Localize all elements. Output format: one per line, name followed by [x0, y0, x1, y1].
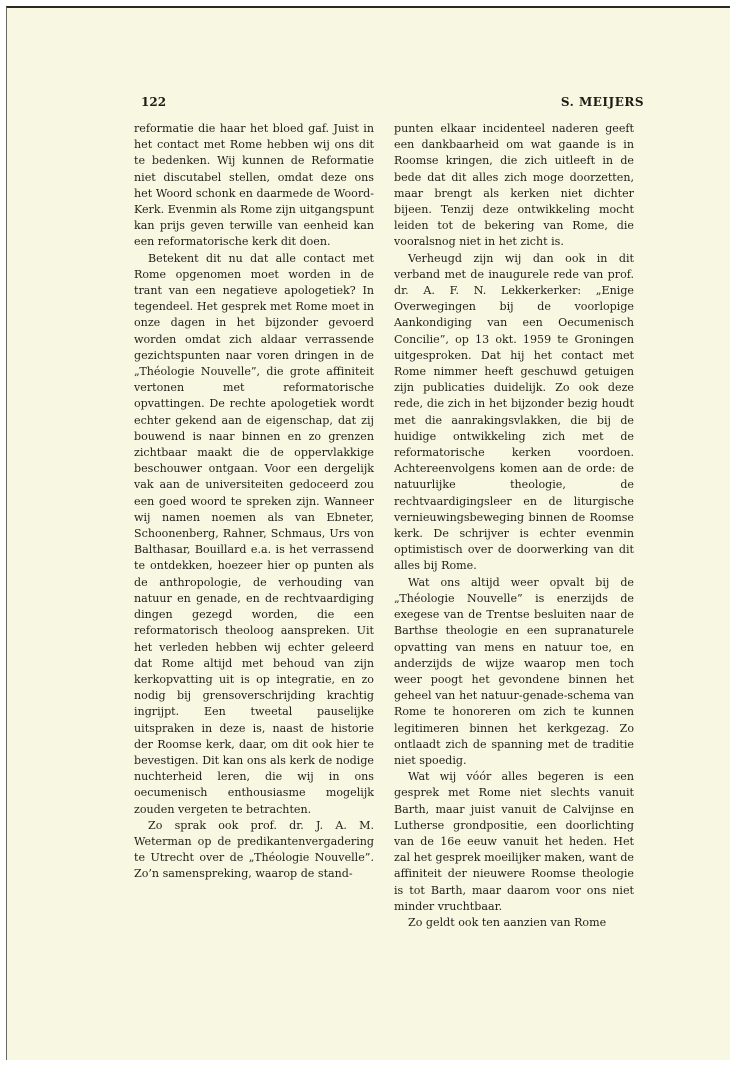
paragraph: punten elkaar incidenteel naderen geeft een dankbaarheid om wat gaande is in Roomse kringen, die zich uitleeft in de bede dat dit alles zich moge doorzetten, maar brengt als kerken niet dichter bijeen. Tenzij deze ontwikkeling mocht leiden tot de bekering van Rome, die vooralsnog niet in het zicht is.	[394, 122, 634, 249]
paragraph: Wat wij vóór alles begeren is een gesprek met Rome niet slechts vanuit Barth, maar juist vanuit de Calvijnse en Lutherse grondpositie, een doorlichting van de 16e eeuw vanuit het heden. Het zal het gesprek moeilijker maken, want de affiniteit der nieuwere Roomse theologie is tot Barth, maar daarom voor ons niet minder vruchtbaar.	[394, 770, 634, 913]
paragraph: Zo geldt ook ten aanzien van Rome	[408, 915, 607, 929]
page-number: 122	[141, 95, 167, 109]
paragraph: Zo sprak ook prof. dr. J. A. M. Weterman op de predikantenvergadering te Utrecht over de „Théologie Nouvelle”. Zo’n samenspreking, waarop de stand-	[134, 818, 374, 881]
paragraph: Betekent dit nu dat alle contact met Rome opgenomen moet worden in de trant van een negatieve apologetiek? In tegendeel. Het gesprek met Rome moet in onze dagen in het bijzonder gevoerd worden omdat zich aldaar verrassende gezichtspunten naar voren dringen in de „Théologie Nouvelle”, die grote affiniteit vertonen met reformatorische opvattingen. De rechte apologetiek wordt echter gekend aan de eigenschap, dat zij bouwend is naar binnen en zo grenzen zichtbaar maakt die de oppervlakkige beschouwer ontgaan. Voor een dergelijk vak aan de universiteiten gedoceerd zou een goed woord te spreken zijn. Wanneer wij namen noemen als van Ebneter, Schoonenberg, Rahner, Schmaus, Urs von Balthasar, Bouillard e.a. is het verrassend te ontdekken, hoezeer hier op punten als de anthropologie, de verhouding van natuur en genade, en de rechtvaardiging dingen gezegd worden, die een reformatorisch theoloog aanspreken. Uit het verleden hebben wij echter geleerd dat Rome altijd met behoud van zijn kerkopvatting uit is op integratie, en zo nodig bij grensoverschrijding krachtig ingrijpt. Een tweetal pauselijke uitspraken in deze is, naast de historie der Roomse kerk, daar, om dit ook hier te bevestigen. Dit kan ons als kerk de nodige nuchterheid leren, die wij in ons oecumenisch enthousiasme mogelijk zouden vergeten te betrachten.	[134, 251, 374, 816]
paragraph: Verheugd zijn wij dan ook in dit verband met de inaugurele rede van prof. dr. A. F. N. Lekkerkerker: „Enige Overwegingen bij de voorlopige Aankondiging van een Oecumenisch Concilie”, op 13 okt. 1959 te Groningen uitgesproken. Dat hij het contact met Rome nimmer heeft geschuwd getuigen zijn publicaties duidelijk. Zo ook deze rede, die zich in het bijzonder bezig houdt met die aanrakingsvlakken, die bij de huidige ontwikkeling zich met de reformatorische kerken voordoen. Achtereenvolgens komen aan de orde: de natuurlijke theologie, de rechtvaardigingsleer en de liturgische vernieuwingsbeweging binnen de Roomse kerk. De schrijver is echter evenmin optimistisch over de doorwerking van dit alles bij Rome.	[394, 251, 634, 573]
right-column	[394, 121, 634, 931]
paragraph: Wat ons altijd weer opvalt bij de „Théologie Nouvelle” is enerzijds de exegese van de Trentse besluiten naar de Barthse theologie en een supranaturele opvatting van mens en natuur toe, en anderzijds de wijze waarop men toch weer poogt het gevondene binnen het geheel van het natuur-genade-schema van Rome te honoreren om zich te kunnen legitimeren binnen het kerkgezag. Zo ontlaadt zich de spanning met de traditie niet spoedig.	[394, 575, 634, 767]
running-head: S. MEIJERS	[560, 95, 644, 109]
left-column	[134, 121, 374, 883]
paragraph: reformatie die haar het bloed gaf. Juist in het contact met Rome hebben wij ons dit te bedenken. Wij kunnen de Reformatie niet discutabel stellen, omdat deze ons het Woord schonk en daarmede de Woord-Kerk. Evenmin als Rome zijn uitgangspunt kan prijs geven terwille van eenheid kan een reformatorische kerk dit doen.	[134, 122, 374, 249]
page-header	[141, 95, 644, 115]
